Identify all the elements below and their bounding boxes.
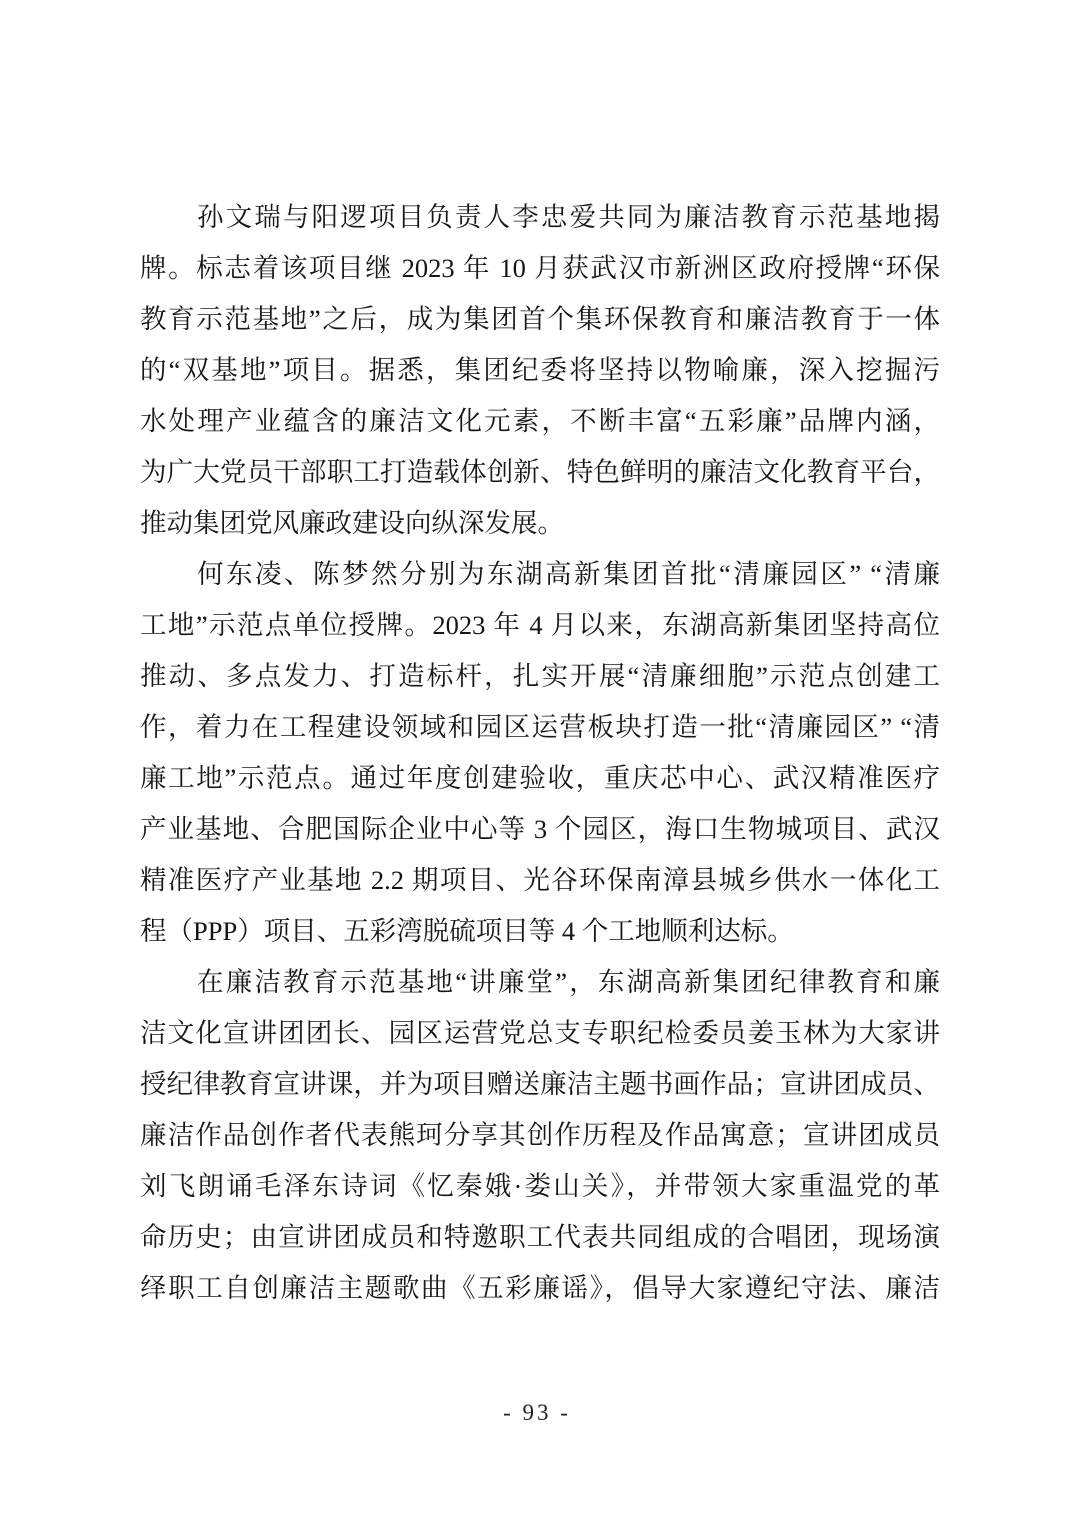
text-line: 刘飞朗诵毛泽东诗词《忆秦娥·娄山关》，并带领大家重温党的革 bbox=[140, 1171, 940, 1201]
paragraph bbox=[140, 957, 940, 1314]
text-line: 廉工地”示范点。通过年度创建验收，重庆芯中心、武汉精准医疗 bbox=[140, 763, 940, 793]
paragraph bbox=[140, 549, 940, 957]
text-line: 孙文瑞与阳逻项目负责人李忠爱共同为廉洁教育示范基地揭 bbox=[197, 202, 940, 232]
text-line: 牌。标志着该项目继 2023 年 10 月获武汉市新洲区政府授牌“环保 bbox=[140, 253, 940, 283]
text-line: 推动、多点发力、打造标杆，扎实开展“清廉细胞”示范点创建工 bbox=[140, 661, 940, 691]
text-line: 廉洁作品创作者代表熊珂分享其创作历程及作品寓意；宣讲团成员 bbox=[140, 1120, 940, 1150]
text-line: 程（PPP）项目、五彩湾脱硫项目等 4 个工地顺利达标。 bbox=[140, 916, 794, 946]
paragraph bbox=[140, 192, 940, 549]
document-body bbox=[140, 192, 940, 1314]
text-line: 为广大党员干部职工打造载体创新、特色鲜明的廉洁文化教育平台， bbox=[140, 457, 940, 487]
text-line: 作，着力在工程建设领域和园区运营板块打造一批“清廉园区” “清 bbox=[140, 712, 940, 742]
text-line: 精准医疗产业基地 2.2 期项目、光谷环保南漳县城乡供水一体化工 bbox=[140, 865, 940, 895]
text-line: 何东凌、陈梦然分别为东湖高新集团首批“清廉园区” “清廉 bbox=[197, 559, 940, 589]
text-line: 洁文化宣讲团团长、园区运营党总支专职纪检委员姜玉林为大家讲 bbox=[140, 1018, 940, 1048]
text-line: 绎职工自创廉洁主题歌曲《五彩廉谣》，倡导大家遵纪守法、廉洁 bbox=[140, 1273, 940, 1303]
text-line: 推动集团党风廉政建设向纵深发展。 bbox=[140, 508, 564, 538]
text-line: 产业基地、合肥国际企业中心等 3 个园区，海口生物城项目、武汉 bbox=[140, 814, 940, 844]
text-line: 工地”示范点单位授牌。2023 年 4 月以来，东湖高新集团坚持高位 bbox=[140, 610, 940, 640]
text-line: 在廉洁教育示范基地“讲廉堂”，东湖高新集团纪律教育和廉 bbox=[197, 967, 940, 997]
text-line: 教育示范基地”之后，成为集团首个集环保教育和廉洁教育于一体 bbox=[140, 304, 940, 334]
text-line: 的“双基地”项目。据悉，集团纪委将坚持以物喻廉，深入挖掘污 bbox=[140, 355, 940, 385]
page-number: - 93 - bbox=[503, 1400, 571, 1425]
text-line: 水处理产业蕴含的廉洁文化元素，不断丰富“五彩廉”品牌内涵， bbox=[140, 406, 940, 436]
text-line: 授纪律教育宣讲课，并为项目赠送廉洁主题书画作品；宣讲团成员、 bbox=[140, 1069, 940, 1099]
text-line: 命历史；由宣讲团成员和特邀职工代表共同组成的合唱团，现场演 bbox=[140, 1222, 940, 1252]
